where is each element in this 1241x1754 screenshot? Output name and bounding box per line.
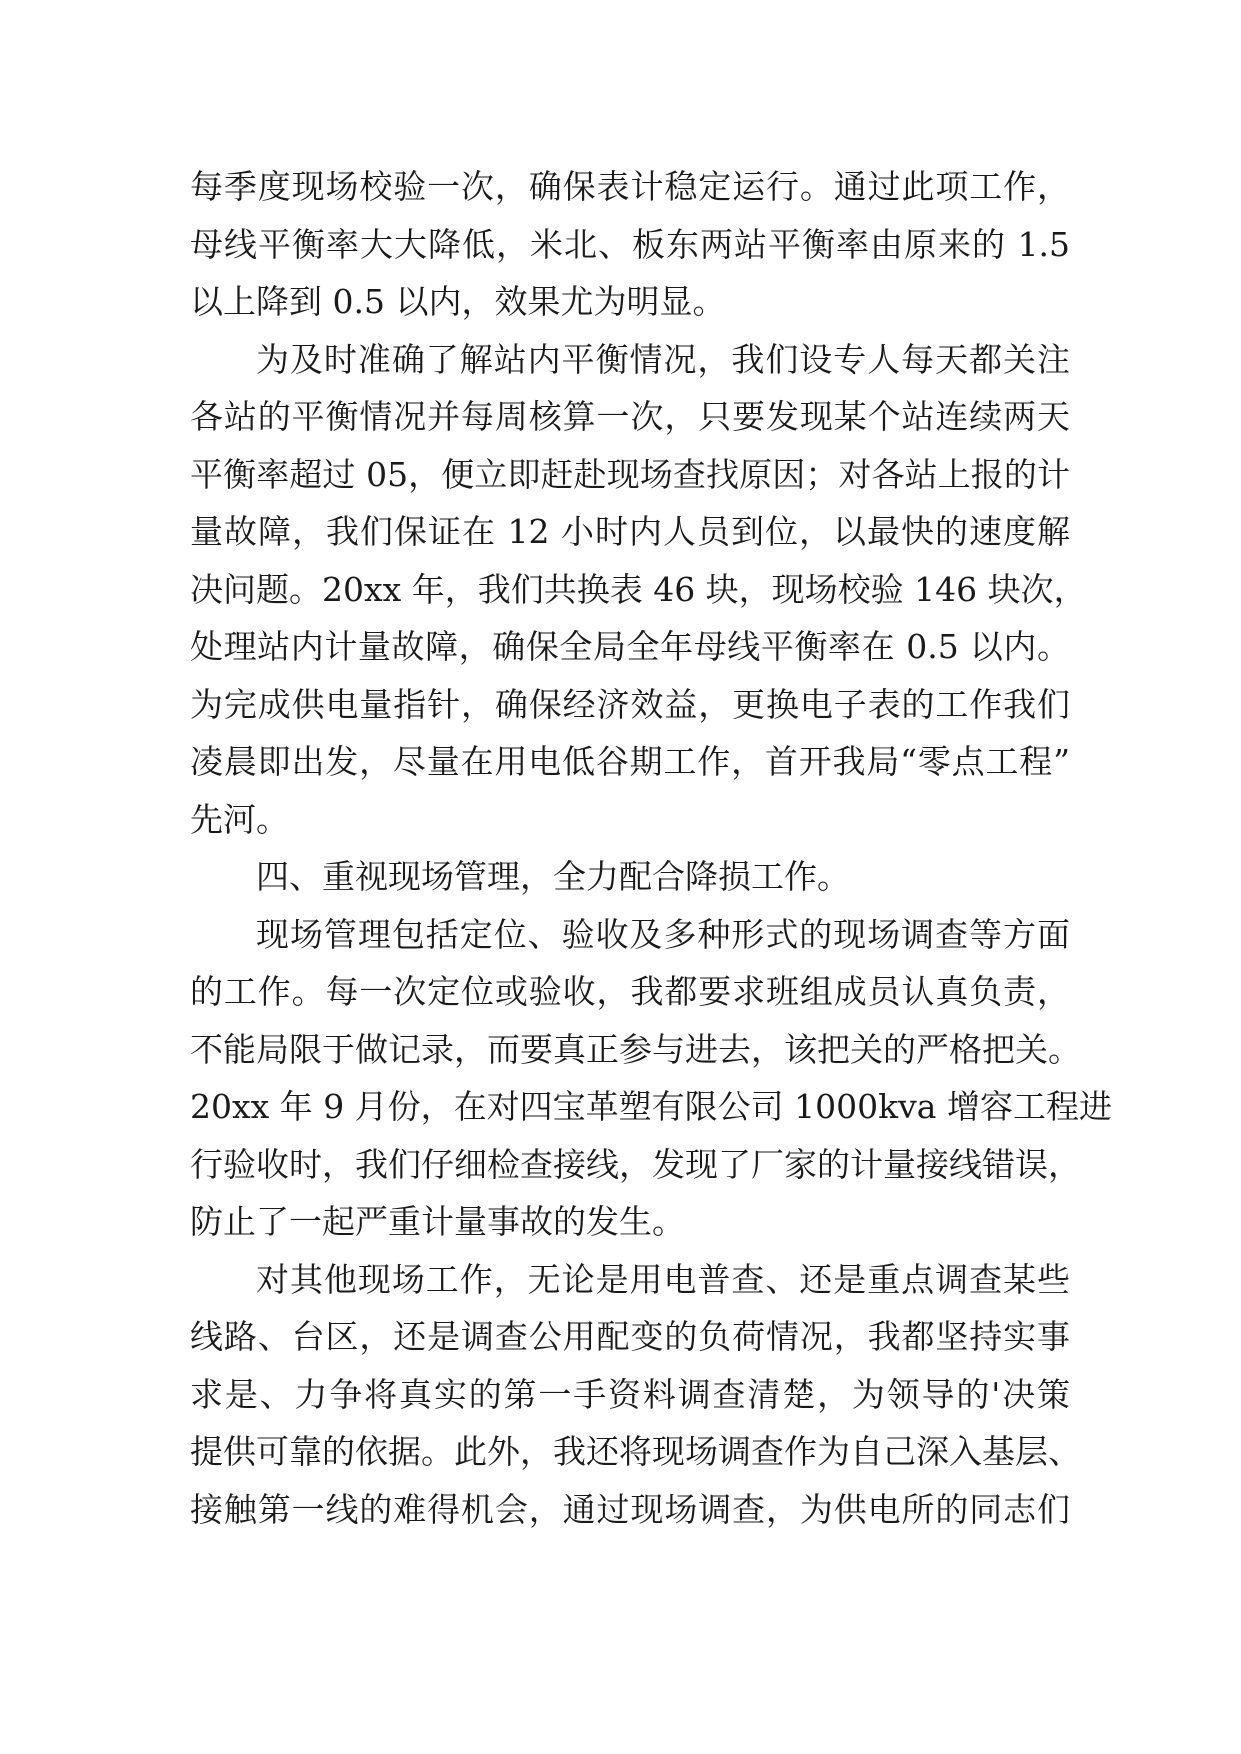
text-line: 接触第一线的难得机会，通过现场调查，为供电所的同志们 bbox=[190, 1489, 1070, 1529]
text-line: 的工作。每一次定位或验收，我都要求班组成员认真负责， bbox=[190, 972, 1070, 1011]
text-line: 不能局限于做记录，而要真正参与进去，该把关的严格把关。 bbox=[190, 1029, 1081, 1069]
text-line: 平衡率超过 05，便立即赶赴现场查找原因；对各站上报的计 bbox=[190, 454, 1070, 494]
text-line: 为完成供电量指针，确保经济效益，更换电子表的工作我们 bbox=[190, 684, 1070, 724]
text-line: 决问题。20xx 年，我们共换表 46 块，现场校验 146 块次， bbox=[190, 569, 1087, 609]
body-text bbox=[190, 158, 1112, 1538]
text-line: 20xx 年 9 月份，在对四宝革塑有限公司 1000kva 增容工程进 bbox=[190, 1087, 1112, 1126]
text-line: 每季度现场校验一次，确保表计稳定运行。通过此项工作， bbox=[190, 167, 1070, 206]
section-heading: 四、重视现场管理，全力配合降损工作。 bbox=[256, 857, 850, 896]
text-line: 线路、台区，还是调查公用配变的负荷情况，我都坚持实事 bbox=[190, 1317, 1070, 1356]
text-line: 凌晨即出发，尽量在用电低谷期工作，首开我局“零点工程” bbox=[190, 742, 1070, 781]
text-line: 对其他现场工作，无论是用电普查、还是重点调查某些 bbox=[256, 1259, 1070, 1299]
text-line: 提供可靠的依据。此外，我还将现场调查作为自己深入基层、 bbox=[190, 1432, 1081, 1471]
text-line: 母线平衡率大大降低，米北、板东两站平衡率由原来的 1.5 bbox=[190, 224, 1070, 264]
text-line: 先河。 bbox=[190, 799, 289, 839]
text-line: 为及时准确了解站内平衡情况，我们设专人每天都关注 bbox=[256, 339, 1070, 379]
text-line: 量故障，我们保证在 12 小时内人员到位，以最快的速度解 bbox=[190, 512, 1070, 551]
text-line: 各站的平衡情况并每周核算一次，只要发现某个站连续两天 bbox=[190, 397, 1070, 436]
text-line: 现场管理包括定位、验收及多种形式的现场调查等方面 bbox=[256, 914, 1070, 954]
text-line: 行验收时，我们仔细检查接线，发现了厂家的计量接线错误， bbox=[190, 1144, 1081, 1184]
text-line: 处理站内计量故障，确保全局全年母线平衡率在 0.5 以内。 bbox=[190, 627, 1070, 666]
text-line: 防止了一起严重计量事故的发生。 bbox=[190, 1202, 685, 1241]
text-line: 求是、力争将真实的第一手资料调查清楚，为领导的'决策 bbox=[190, 1374, 1070, 1414]
text-line: 以上降到 0.5 以内，效果尤为明显。 bbox=[190, 282, 726, 321]
